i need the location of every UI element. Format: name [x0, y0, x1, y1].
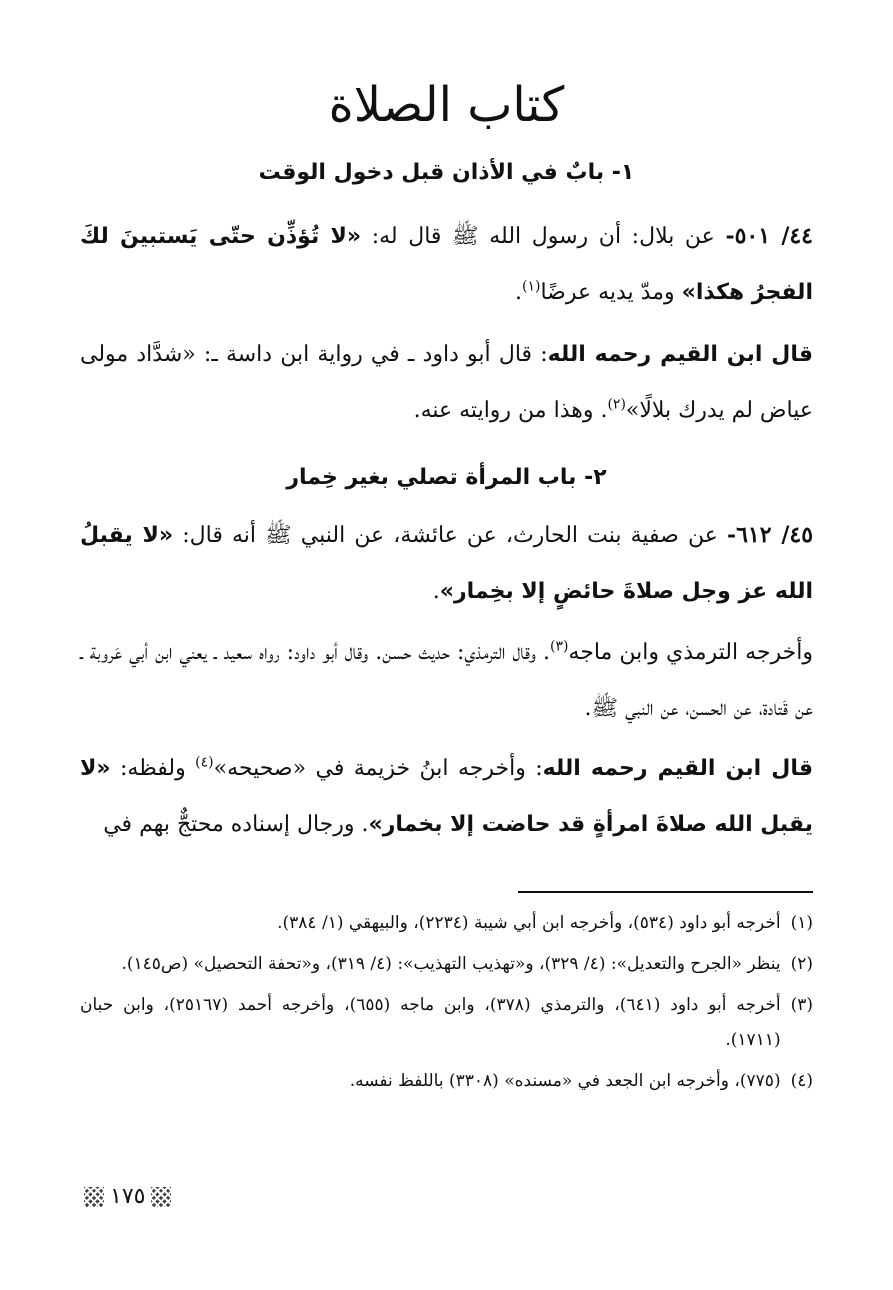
commentary-speaker: قال ابن القيم رحمه الله [542, 756, 813, 781]
footnote-4 [80, 1064, 813, 1099]
footnote-text: أخرجه أبو داود (٥٣٤)، وأخرجه ابن أبي شيبة (٢٢٣٤)، والبيهقي (١/ ٣٨٤). [277, 913, 781, 933]
footnote-ref-3[interactable]: (٣) [549, 638, 569, 655]
footnote-text: ينظر «الجرح والتعديل»: (٤/ ٣٢٩)، و«تهذيب التهذيب»: (٤/ ٣١٩)، و«تحفة التحصيل» (ص١٤٥). [121, 954, 781, 974]
page-number-block [84, 1184, 171, 1209]
hadith-quote: «لا يقبلُ الله عز وجل صلاةَ حائضٍ إلا بخِمار» [80, 523, 813, 604]
commentary-ibn-qayyim-2 [80, 741, 813, 853]
takhrij-paragraph [80, 625, 813, 737]
footnote-number: (٣) [790, 995, 813, 1015]
footnote-number: (٤) [790, 1071, 813, 1091]
takhrij-text-2: . وقال الترمذي: حديث حسن. وقال أبو داود: رواه سعيد ـ يعني ابن أبي عَروبة ـ عن قَتادة، عن الحسن، عن النبي ﷺ. [80, 640, 813, 721]
commentary-text: : وأخرجه ابنُ خزيمة في «صحيحه» [213, 756, 543, 781]
hadith-number: ٤٤/ ٥٠١- [725, 223, 813, 249]
footnote-separator [518, 891, 813, 893]
footnote-ref-4[interactable]: (٤) [195, 754, 214, 771]
hadith-end: . [432, 579, 440, 604]
commentary-text-2: ولفظه: [110, 756, 196, 781]
commentary-end: . وهذا من روايته عنه. [413, 398, 608, 423]
hadith-rest: ومدّ يديه عرضًا [540, 280, 675, 305]
hadith-intro: عن صفية بنت الحارث، عن عائشة، عن النبي ﷺ أنه قال: [182, 523, 718, 548]
commentary-ibn-qayyim-1 [80, 327, 813, 439]
footnote-number: (١) [790, 913, 813, 933]
page-number: ١٧٥ [110, 1184, 146, 1209]
hadith-end: . [514, 280, 522, 305]
footnote-1 [80, 906, 813, 941]
commentary-text-3: . ورجال إسناده محتجٌّ بهم في [103, 812, 369, 837]
footnote-number: (٢) [790, 954, 813, 974]
footnote-ref-1[interactable]: (١) [521, 278, 541, 295]
book-title: كتاب الصلاة [328, 77, 565, 133]
ornament-icon [151, 1187, 171, 1207]
hadith-intro: عن بلال: أن رسول الله ﷺ قال له: [371, 224, 715, 249]
chapter-heading-1: ١- بابٌ في الأذان قبل دخول الوقت [258, 160, 635, 185]
footnote-text: (٧٧٥)، وأخرجه ابن الجعد في «مسنده» (٣٣٠٨) باللفظ نفسه. [349, 1071, 781, 1091]
footnotes-list [80, 906, 813, 1105]
commentary-speaker: قال ابن القيم رحمه الله [547, 342, 813, 367]
hadith-number: ٤٥/ ٦١٢- [726, 522, 814, 548]
hadith-44 [80, 208, 813, 321]
footnote-2 [80, 947, 813, 982]
hadith-45 [80, 507, 813, 620]
ornament-icon [84, 1187, 104, 1207]
chapter-heading-2: ٢- باب المرأة تصلي بغير خِمار [286, 465, 607, 490]
takhrij-text: وأخرجه الترمذي وابن ماجه [568, 640, 813, 665]
footnote-ref-2[interactable]: (٢) [607, 396, 626, 413]
footnote-text: أخرجه أبو داود (٦٤١)، والترمذي (٣٧٨)، وابن ماجه (٦٥٥)، وأخرجه أحمد (٢٥١٦٧)، وابن حبان (١٧١١). [80, 995, 781, 1050]
commentary-quote: «لا يقبل الله صلاةَ امرأةٍ قد حاضت إلا بخمار» [80, 756, 813, 837]
commentary-text: : قال أبو داود ـ في رواية ابن داسة ـ: «شدَّاد مولى عياض لم يدرك بلالًا» [80, 342, 813, 423]
hadith-quote: «لا تُؤذِّن حتّى يَستبينَ لكَ الفجرُ هكذا» [80, 224, 813, 305]
footnote-3 [80, 988, 813, 1058]
